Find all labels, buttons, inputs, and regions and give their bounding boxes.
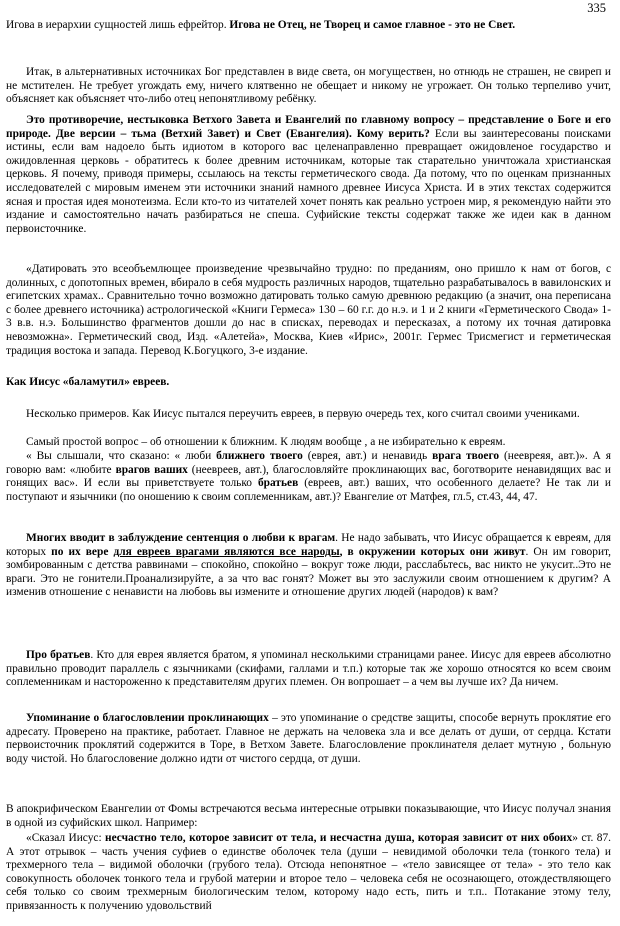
paragraph-6: Самый простой вопрос – об отношении к ближним. К людям вообще , а не избирательно к евреям. [26, 436, 506, 448]
paragraph-7-quote [6, 450, 611, 504]
p8-b2: по их вере [51, 545, 114, 558]
p8-underlined: для евреев врагами являются все народы [113, 545, 340, 558]
p7-t2: (еврея, авт.) и ненавидь [302, 450, 433, 462]
p10-text: – это упоминание о средстве защиты, способе вернуть проклятие его адресату. Проверено на практике, работает. Главное не держать на человека зла и все делать от души, от сердца. Кстати первоисточник проклятий содержится в Торе, в Ветхом Завете. Благословление проклинателя делает мутную , больную воду чистой. Но благословение должно идти от чистого сердца, от души. [6, 712, 611, 765]
paragraph-11: В апокрифическом Евангелии от Фомы встречаются весьма интересные отрывки показывающие, что Иисус получал знания в одной из суфийских школ. Например: [6, 803, 611, 829]
paragraph-9 [6, 649, 611, 690]
section-heading: Как Иисус «баламутил» евреев. [6, 376, 170, 388]
p7-t4: (неевреев, авт.), благословляйте проклинающих вас, боготворите ненавидящих вас и гонящих вас». И если вы приветствуете только [6, 463, 611, 490]
p1-bold: Игова не Отец, не Творец и самое главное - это не Свет. [229, 19, 516, 31]
p3-text: Если вы заинтересованы поисками истины, если вам надоело быть идиотом в которого вас целенаправленно превращает ожидовленое государство и ожидовленная церковь - обратитесь к более древним источникам, которые так старательно уничтожала христианская церковь. Я почему, приводя примеры, ссылаюсь на тексты герметического свода. Да потому, что по оценкам признанных исследователей с мировым именем эти источники знаний намного древнее Иисуса Христа. И в этих текстах содержится ясная и простая идея монотеизма. Если кто-то из читателей хочет понять как реально устроен мир, я рекомендую найти это издание и самостоятельно начать разбираться не спеша. Суфийские тексты содержат также же идеи как в данном первоисточнике. [6, 127, 611, 235]
paragraph-4-quote: «Датировать это всеобъемлющее произведение чрезвычайно трудно: по преданиям, оно пришло к нам от богов, с долинных, с допотопных времен, вбирало в себя мудрость различных народов, тщательно разрабатывалось в вавилонских и египетских храмах.. Сравнительно точно возможно датировать только самую древнюю редакцию (а значит, она переписана с более древнего источника) астрологической «Книги Гермеса» 130 – 60 г.г. до н.э. и 1 и 2 книги «Герметического Свода» 1-3 в.в. н.э. Большинство фрагментов дошли до нас в списках, переводах и пересказах, а потому их точная датировка невозможна». Герметический свод, Изд. «Алетейа», Москва, Киев «Ирис», 2001г. Гермес Трисмегист и герметическая традиция востока и запада. Перевод К.Богуцкого, 3-е издание. [6, 263, 611, 357]
p7-b2: врага твоего [432, 450, 500, 462]
p12-t2: » ст. 87. А этот отрывок – часть учения суфиев о единстве оболочек тела (души – невидимой оболочки тела (тонкого тела) и трехмерного тела – видимой оболочки (грубого тела). Отсюда непонятное – «тело зависящее от тела» - это тело как совокупность оболочек тонкого тела и грубой материи и второе тело – человека себя не осознающего, отождествляющего себя только со своим трехмерным биологическим телом, которому надо есть, пить и т.п.. Потакание этому телу, привязанность к получению удовольствий [6, 832, 611, 912]
paragraph-12 [6, 832, 611, 914]
p8-b3: , в окружении которых они живут [339, 545, 526, 558]
p1-text: Игова в иерархии сущностей лишь ефрейтор. [6, 19, 227, 31]
paragraph-10 [6, 712, 611, 766]
p3-bold: Это противоречие, нестыковка Ветхого Завета и Евангелий по главному вопросу – представление о Боге и его природе. Две версии – тьма (Ветхий Завет) и Свет (Евангелия). Кому верить? [6, 114, 611, 140]
p7-t5: (евреев, авт.) ваших, что особенного делаете? Не так ли и поступают и язычники (по оношению к своим соплеменникам, авт.)? Евангелие от Матфея, гл.5, ст.43, 44, 47. [6, 477, 611, 503]
page-number: 335 [587, 1, 606, 15]
p7-b4: братьев [257, 477, 299, 490]
p7-b3: врагов ваших [115, 463, 188, 476]
p10-bold: Упоминание о благословлении проклинающих [26, 712, 269, 724]
p7-t3: (неевреяя, авт.)». А я говорю вам: «любите [6, 450, 612, 476]
p12-t1: «Сказал Иисус: [26, 832, 106, 844]
p9-bold: Про братьев [26, 649, 91, 661]
p8-b1: Многих вводит в заблуждение сентенция о любви к врагам [26, 532, 336, 544]
p7-b1: ближнего твоего [216, 450, 303, 462]
paragraph-1 [6, 19, 611, 33]
p12-bold: несчастно тело, которое зависит от тела, и несчастна душа, которая зависит от них обоих [105, 832, 573, 844]
paragraph-8 [6, 532, 611, 600]
p7-t1: « Вы слышали, что сказано: « люби [26, 450, 217, 462]
paragraph-2: Итак, в альтернативных источниках Бог представлен в виде света, он могуществен, но отнюдь не страшен, не свиреп и не мстителен. Не требует угождать ему, ничего клятвенно не обещает и никому не угрожает. Он только терпеливо учит, объясняет как объясняет что-либо отец непонятливому ребёнку. [6, 66, 611, 106]
p8-t1: . Не надо забывать, что Иисус обращается к евреям, для которых [6, 532, 611, 558]
paragraph-5: Несколько примеров. Как Иисус пытался переучить евреев, в первую очередь тех, кого считал своими учениками. [26, 408, 580, 420]
p8-t2: . Он им говорит, зомбированным с детства раввинами – спокойно, спокойно – вокруг тоже люди, расслабьтесь, вас никто не укусит..Это не враги. Это не гонители.Проанализируйте, а за что вас гонят? Может вы это заслужили своим отношением к другим? А изменив отношение с ненависти на любовь вы измените и отношение других людей (народов) к вам? [6, 545, 612, 599]
p9-text: . Кто для еврея является братом, я упоминал несколькими страницами ранее. Иисус для евреев абсолютно правильно проводит параллель с язычниками (скифами, галлами и т.п.) которые так же хорошо относятся ко всем своим соплеменникам и настороженно к представителям других племен. Он вопрошает – а чем вы лучше их? Да ничем. [6, 649, 611, 689]
paragraph-3 [6, 114, 611, 236]
